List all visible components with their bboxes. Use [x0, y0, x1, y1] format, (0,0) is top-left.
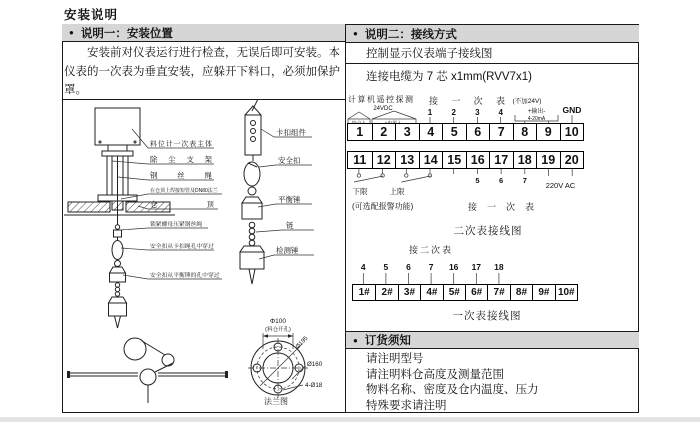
primary-diagram-title: 一次表接线图 [452, 310, 522, 322]
flange-caption: 法兰图 [264, 397, 288, 406]
label-bin-top: 仓顶 [150, 200, 214, 209]
label-low-limit: 下限 [352, 187, 368, 196]
order-item: 请注明型号 [366, 353, 424, 365]
bullet-icon: ● [353, 335, 358, 345]
label-flange-d160: Ø160 [307, 361, 323, 368]
terminal-cell: 6# [465, 285, 487, 300]
secondary-num: 18 [494, 262, 504, 272]
label-flange-hole-note: (料仓开孔) [265, 327, 291, 333]
label-output: +输出- [527, 109, 546, 115]
label-secondary-connect: 接二次表 [409, 245, 451, 255]
label-high-limit: 上限 [389, 187, 405, 196]
label-alarm-note: (可选配报警功能) [352, 202, 414, 211]
terminal-row-11-20 [347, 151, 584, 169]
terminal-cell: 18 [513, 152, 537, 168]
terminal-row-1-10 [347, 123, 584, 141]
label-24vdc: 24VDC [373, 106, 393, 112]
secondary-num: 17 [471, 262, 482, 272]
terminal-cell: 13 [395, 152, 419, 168]
secondary-num: 7 [428, 262, 434, 272]
label-balance-weight: 平衡锤 [278, 195, 301, 204]
order-item: 物料名称、密度及仓内温度、压力 [366, 384, 539, 396]
label-computer-probe: 计算机遥控探测 [348, 95, 415, 104]
order-item: 特殊要求请注明 [366, 399, 447, 412]
bullet-icon: ● [69, 28, 74, 37]
section2-header [346, 25, 639, 43]
secondary-num: 6 [406, 262, 411, 272]
terminal-cell: 15 [442, 152, 466, 168]
terminal-cell: 3 [395, 124, 419, 140]
label-flange-d195: Ø195 [295, 335, 310, 351]
computer-probe-annotation [348, 94, 416, 126]
terminal-cell: 6 [466, 124, 490, 140]
bottom-num: 7 [522, 176, 527, 185]
install-note-paragraph: 安装前对仪表运行进行检查，无误后即可安装。本仪表的一次表为垂直安装，应躲开下料口，必须加保护罩。 [64, 47, 340, 96]
order-items [366, 352, 539, 414]
label-dust-bracket: 除尘支架 [150, 155, 212, 164]
terminal-cell: 9 [536, 124, 560, 140]
terminal-cell: 14 [419, 152, 443, 168]
terminal-cell: 12 [372, 152, 396, 168]
label-detect-hammer: 检测锤 [276, 246, 299, 255]
installation-diagram [62, 99, 345, 413]
top-num: 4 [498, 108, 503, 117]
section2-header-label: 说明二：接线方式 [364, 28, 457, 41]
label-no24v: (不加24V) [512, 98, 542, 105]
secondary-num: 5 [383, 262, 389, 272]
top-num: 2 [451, 108, 456, 117]
label-gnd: GND [562, 105, 582, 115]
label-flange-bolt-holes: 4-Ø18 [305, 382, 323, 389]
terminal-cell: 5 [442, 124, 466, 140]
primary-meter-top-annotation [428, 95, 582, 124]
terminal-caption-row [346, 43, 639, 64]
label-clip-assembly: 卡扣组件 [276, 128, 306, 137]
terminal-cell: 11 [353, 153, 367, 167]
label-main-body: 料位计一次表主体 [150, 141, 212, 148]
label-4-20ma: 4-20mA [527, 116, 546, 122]
hanging-parts-diagram [240, 99, 314, 284]
terminal-cell: 8# [510, 285, 532, 300]
terminal-cell: 17 [489, 152, 513, 168]
terminal-cell: 2# [375, 285, 397, 300]
alarm-contacts-annotation [352, 169, 432, 211]
terminal-cell: 4 [419, 124, 443, 140]
cable-note: 连接电缆为 7 芯 x1mm(RVV7x1) [366, 71, 532, 83]
primary-meter-bottom-annotation [454, 169, 576, 212]
label-chain: 链 [286, 221, 294, 230]
page-title: 安装说明 [64, 8, 119, 22]
terminal-cell: 5# [443, 285, 465, 300]
label-wire-rope: 钢丝绳 [150, 171, 212, 180]
terminal-cell: 1# [358, 287, 370, 298]
label-220vac: 220V AC [545, 181, 576, 190]
page-bottom-strip [0, 417, 700, 422]
label-safety-through-clip: 安全扣从卡扣绳孔中穿过 [150, 244, 214, 250]
terminal-caption: 控制显示仪表端子接线图 [366, 48, 493, 60]
terminal-cell: 16 [466, 152, 490, 168]
label-primary-bottom: 接一次表 [468, 202, 534, 212]
secondary-diagram-annotation [361, 224, 523, 322]
flange-diagram [248, 318, 323, 406]
label-safety-through-weight: 安全扣从平衡锤的孔中穿过 [150, 273, 220, 279]
terminal-cell: 19 [536, 152, 560, 168]
order-header [346, 331, 639, 349]
terminal-cell: 10 [560, 124, 584, 140]
terminal-cell: 7# [487, 285, 509, 300]
secondary-num: 4 [360, 262, 366, 272]
top-num: 3 [475, 108, 480, 117]
label-lock-nut: 锁紧螺母压紧钢丝绳 [150, 222, 203, 228]
label-primary-top: 接一次表 [429, 96, 505, 106]
pulley-diagram [67, 338, 228, 403]
order-header-label: 订货须知 [364, 335, 411, 347]
terminal-cell: 3# [398, 285, 420, 300]
terminal-cell: 9# [532, 285, 554, 300]
terminal-cell: 10# [555, 285, 577, 300]
label-weld-note: 在仓顶上焊接短管及DN80法兰 [150, 188, 218, 194]
terminal-cell: 8 [513, 124, 537, 140]
terminal-cell: 1 [356, 125, 364, 139]
order-item: 请注明料仓高度及测量范围 [366, 368, 504, 381]
secondary-terminal-row [352, 284, 578, 301]
bullet-icon: ● [353, 29, 358, 38]
terminal-cell: 20 [560, 152, 584, 168]
bottom-num: 6 [499, 176, 504, 185]
secondary-num: 16 [448, 262, 459, 272]
label-safety-hook: 安全扣 [278, 156, 301, 165]
terminal-cell: 7 [489, 124, 513, 140]
terminal-cell: 4# [420, 285, 442, 300]
terminal-cell: 2 [372, 124, 396, 140]
bottom-num: 5 [475, 176, 480, 185]
secondary-title: 二次表接线图 [453, 225, 523, 237]
top-num: 1 [427, 108, 433, 117]
label-flange-dia: Φ100 [269, 318, 287, 325]
section1-header [62, 24, 345, 42]
section1-header-label: 说明一：安装位置 [80, 27, 173, 40]
